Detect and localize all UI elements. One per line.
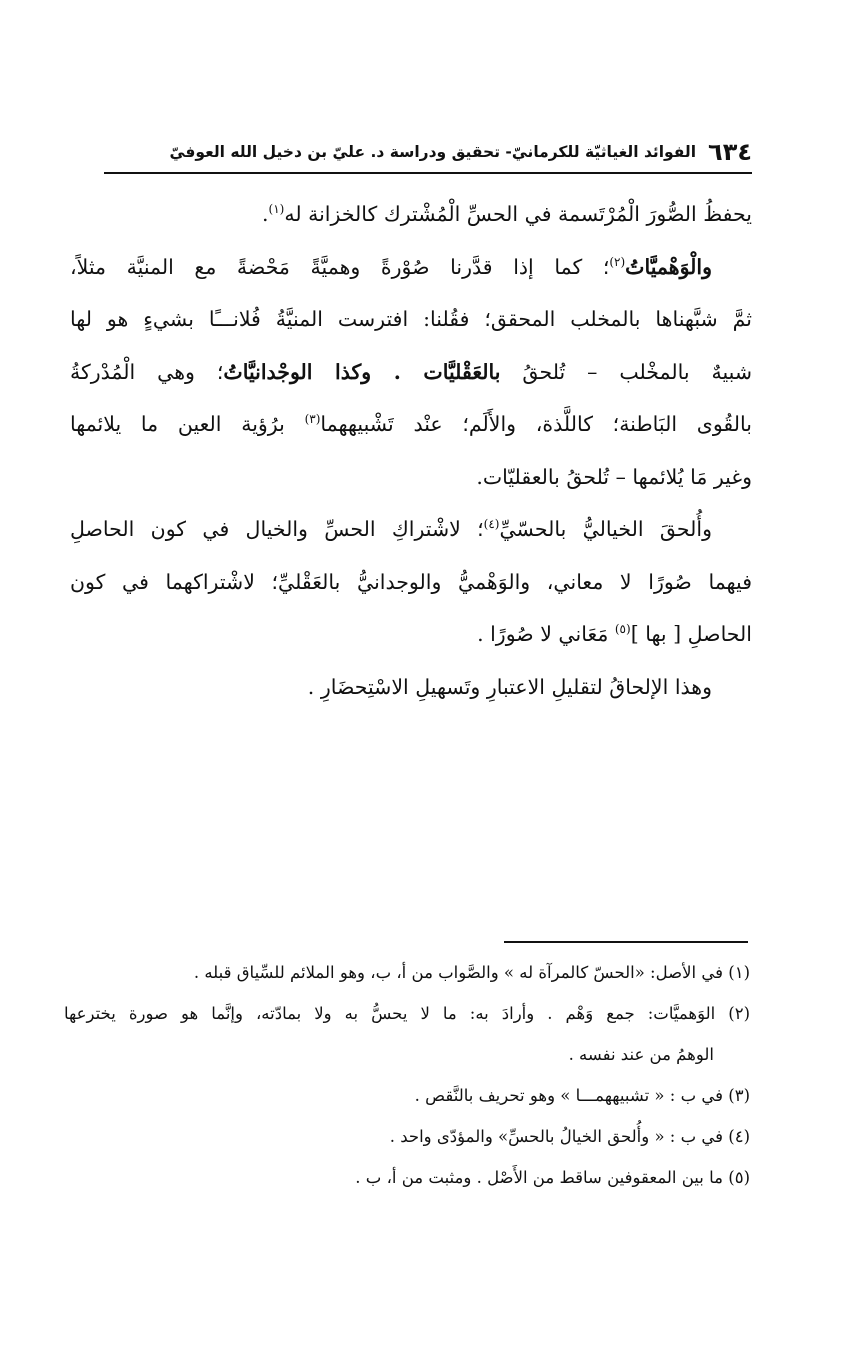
footnote-4: (٤) في ب : « وأُلحق الخيالُ بالحسِّ» والمؤدّى واحد . [389, 1127, 750, 1146]
text-line: فيهما صُورًا لا معاني، والوَهْميُّ والوجدانيُّ بالعَقْليِّ؛ لاشْتراكهما في كون [70, 569, 752, 594]
text-line: ثمَّ شبَّهناها بالمخلب المحقق؛ فقُلنا: افترست المنيَّةُ فُلانـــًا بشيءٍ هو لها [70, 307, 752, 331]
footnote-1: (١) في الأصل: «الحسّ كالمرآة له » والصَّواب من أ، ب، وهو الملائم للسِّياق قبله . [193, 963, 750, 982]
footnote-ref: (١) [268, 202, 285, 217]
text-line: والْوَهْميَّاتُ$^{(٢)}$؛ كما إذا قدَّرنا صُوْرةً وهميَّةً مَحْضةً مع المنيَّة مثلاً، [70, 254, 712, 279]
running-title: الفوائد الغياثيّة للكرمانيّ- تحقيق ودراسة د. عليّ بن دخيل الله العوفيّ [169, 143, 697, 161]
footnote-2: (٢) الوَهميَّات: جمع وَهْم . وأرادَ به: ما لا يحسُّ به ولا بمادّته، وإنَّما هو صورة يخترعها [64, 1004, 750, 1023]
text-line: بالقُوى البَاطنة؛ كاللَّذة، والأَلَم؛ عنْد تَشْبيههما$^{(٣)}$ برُؤية العين ما يلائمها [70, 412, 752, 436]
footnote-separator [504, 941, 748, 943]
footnotes [64, 952, 750, 1198]
text-line: يحفظُ الصُّورَ الْمُرْتَسمة في الحسِّ الْمُشْترك كالخزانة له$^{(١)}$. [262, 202, 752, 226]
main-text [70, 188, 752, 713]
header-rule [104, 172, 752, 174]
footnote-ref: (٣) [304, 412, 321, 427]
footnote-2-continued: الوهمُ من عند نفسه . [568, 1045, 714, 1064]
term-bold: بالعَقْليَّات . وكذا الوجْدانيَّاتُ [223, 359, 501, 384]
running-header [104, 136, 752, 168]
page-number: ٦٣٤ [708, 138, 752, 166]
footnote-ref: (٢) [609, 254, 626, 269]
footnote-5: (٥) ما بين المعقوفين ساقط من الأَصْل . ومثبت من أ، ب . [355, 1168, 750, 1187]
footnote-ref: (٤) [483, 517, 500, 532]
term-bold: والْوَهْميَّاتُ [625, 254, 712, 279]
text-line: وغير مَا يُلائمها – تُلحقُ بالعقليّات. [476, 464, 752, 489]
text-line: الحاصلِ [ بها ]$^{(٥)}$ مَعَاني لا صُورًا . [477, 622, 752, 646]
text-line: وأُلحقَ الخياليُّ بالحسّيِّ$^{(٤)}$؛ لاشْتراكِ الحسِّ والخيال في كون الحاصلِ [70, 517, 712, 541]
footnote-3: (٣) في ب : « تشبيههمـــا » وهو تحريف بالنَّقص . [414, 1086, 750, 1105]
text-line: شبيهٌ بالمخْلب – تُلحقُ بالعَقْليَّات . وكذا الوجْدانيَّاتُ؛ وهي الْمُدْركةُ [70, 359, 752, 384]
text-line: وهذا الإلحاقُ لتقليلِ الاعتبارِ وتَسهيلِ الاسْتِحضَارِ . [307, 674, 712, 699]
footnote-ref: (٥) [614, 622, 631, 637]
